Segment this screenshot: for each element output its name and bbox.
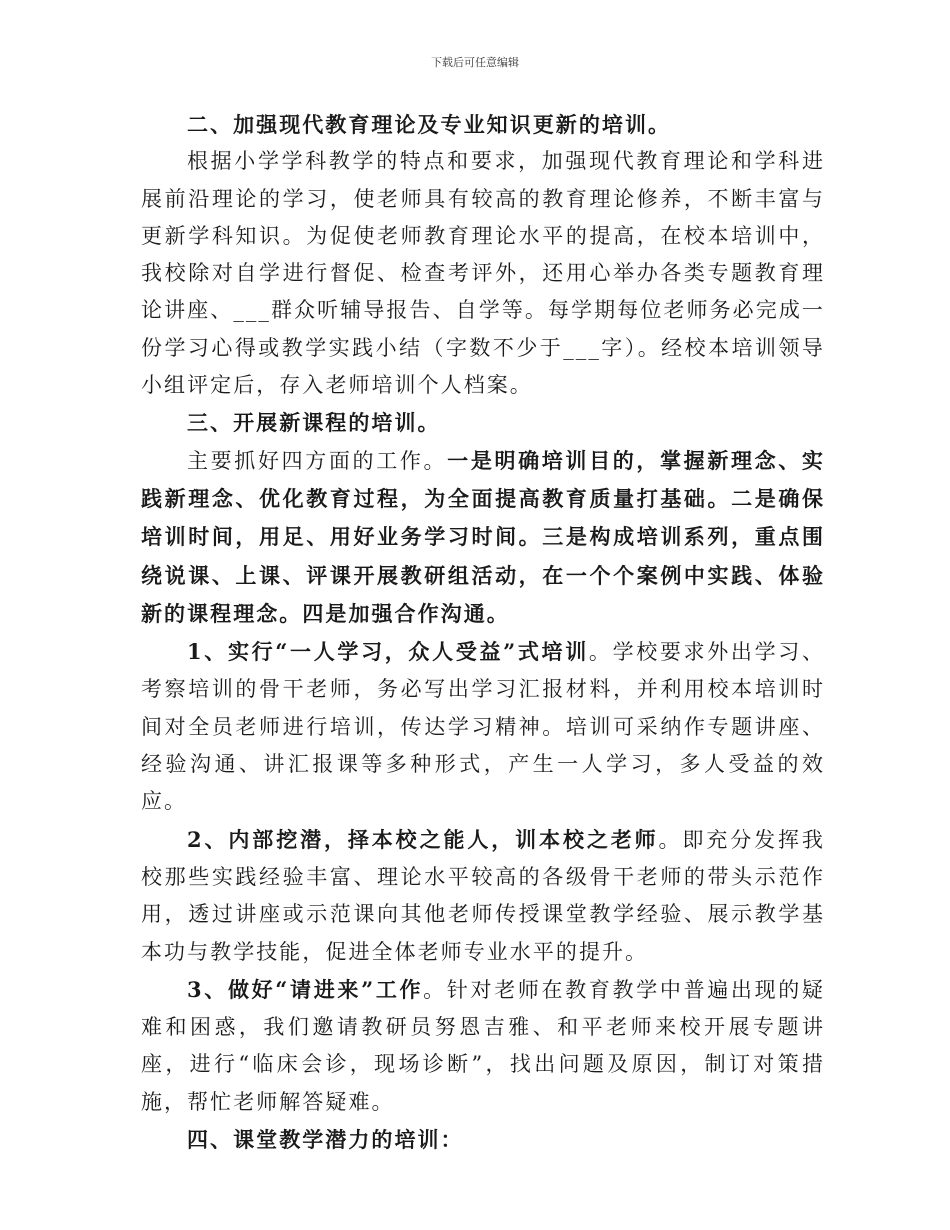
list-item-2-title: 2、内部挖潜，择本校之能人，训本校之老师 [187,826,659,852]
list-item-1 [141,633,825,820]
list-item-1-title: 1、实行“一人学习，众人受益”式培训 [187,639,589,665]
section-heading-3: 三、开展新课程的培训。 [187,410,441,436]
list-item-2-body: 。即充分发挥我校那些实践经验丰富、理论水平较高的各级骨干老师的带头示范作用，透过讲座或示范课向其他老师传授课堂教学经验、展示教学基本功与教学技能，促进全体老师专业水平的提升。 [141,827,825,964]
list-item-3-title: 3、做好“请进来”工作 [187,976,424,1002]
list-item-3-body: 。针对老师在教育教学中普遍出现的疑难和困惑，我们邀请教研员努恩吉雅、和平老师来校开展专题讲座，进行“临床会诊，现场诊断”，找出问题及原因，制订对策措施，帮忙老师解答疑难。 [141,977,825,1114]
list-item-3 [141,971,825,1121]
section-heading-4: 四、课堂教学潜力的培训： [187,1127,464,1153]
paragraph-theory-training: 根据小学学科教学的特点和要求，加强现代教育理论和学科进展前沿理论的学习，使老师具有较高的教育理论修养，不断丰富与更新学科知识。为促使老师教育理论水平的提高，在校本培训中，我校除对自学进行督促、检查考评外，还用心举办各类专题教育理论讲座、___群众听辅导报告、自学等。每学期每位老师务必完成一份学习心得或教学实践小结（字数不少于___字）。经校本培训领导小组评定后，存入老师培训个人档案。 [141,149,825,398]
list-item-1-body: 。学校要求外出学习、考察培训的骨干老师，务必写出学习汇报材料，并利用校本培训时间对全员老师进行培训，传达学习精神。培训可采纳作专题讲座、经验沟通、讲汇报课等多种形式，产生一人学习，多人受益的效应。 [141,640,825,814]
section-heading-2: 二、加强现代教育理论及专业知识更新的培训。 [187,112,672,137]
document-body [141,106,825,1158]
list-item-2 [141,821,825,971]
paragraph-new-curriculum [141,442,825,633]
paragraph-lead-text: 主要抓好四方面的工作。 [187,448,448,473]
page-header-note: 下载后可任意编辑 [431,56,519,69]
paragraph-bold-text: 一是明确培训目的，掌握新理念、实践新理念、优化教育过程，为全面提高教育质量打基础。二是确保培训时间，用足、用好业务学习时间。三是构成培训系列，重点围绕说课、上课、评课开展教研组活动，在一个个案例中实践、体验新的课程理念。四是加强合作沟通。 [141,447,825,626]
